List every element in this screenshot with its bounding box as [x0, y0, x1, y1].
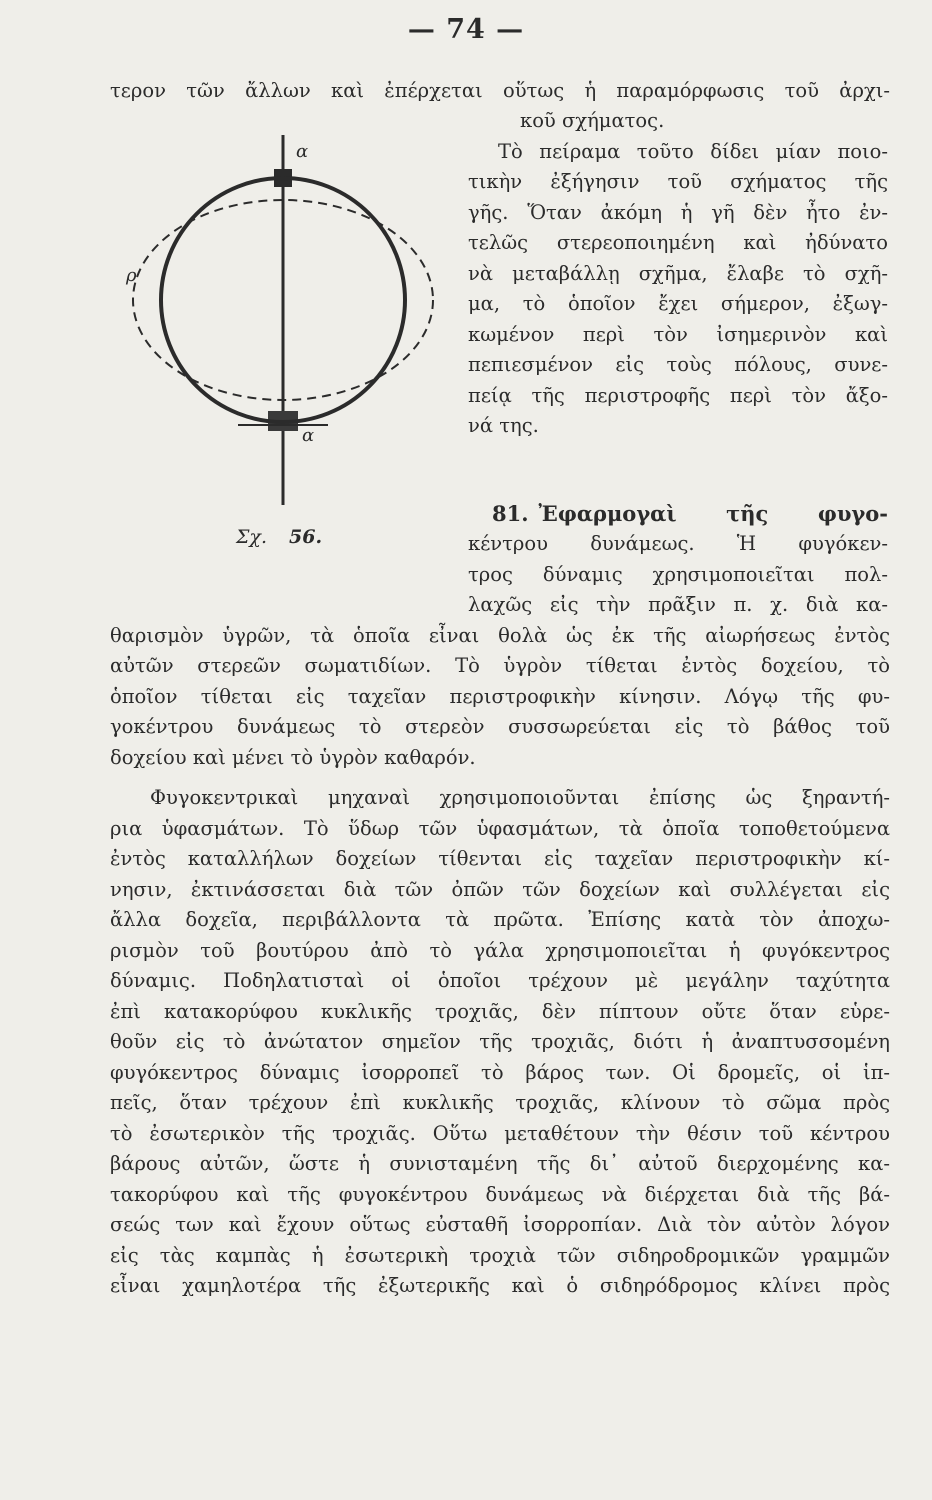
- caption-prefix: Σχ.: [236, 526, 267, 548]
- figure-label-bottom: α: [302, 425, 315, 446]
- section-heading: [492, 500, 888, 528]
- text-line: νά της.: [468, 414, 539, 437]
- text-line: σεώς των καὶ ἔχουν οὕτως εὐσταθῆ ἰσορροπίαν. Διὰ τὸν αὐτὸν λόγον: [110, 1213, 890, 1236]
- text-line: πεῖς, ὅταν τρέχουν ἐπὶ κυκλικῆς τροχιᾶς, κλίνουν τὸ σῶμα πρὸς: [110, 1091, 890, 1114]
- text-line: τρος δύναμις χρησιμοποιεῖται πολ-: [468, 563, 888, 586]
- text-line: πείᾳ τῆς περιστροφῆς περὶ τὸν ἄξο-: [468, 384, 888, 407]
- section-number: 81.: [492, 501, 529, 526]
- text-line: μα, τὸ ὁποῖον ἔχει σήμερον, ἐξωγ-: [468, 292, 888, 315]
- text-line: εἰς τὰς καμπὰς ἡ ἐσωτερικὴ τροχιὰ τῶν σιδηροδρομικῶν γραμμῶν: [110, 1244, 890, 1267]
- figure-caption: [236, 526, 322, 548]
- caption-number: 56.: [289, 526, 323, 548]
- text-line: δοχείου καὶ μένει τὸ ὑγρὸν καθαρόν.: [110, 746, 476, 769]
- figure-label-top: α: [296, 141, 309, 162]
- text-line: τὸ ἐσωτερικὸν τῆς τροχιᾶς. Οὕτω μεταθέτουν τὴν θέσιν τοῦ κέντρου: [110, 1122, 890, 1145]
- section-title: Ἐφαρμογαὶ τῆς φυγο-: [538, 501, 888, 526]
- ring-diagram: [118, 125, 453, 515]
- text-line: φυγόκεντρος δύναμις ἰσορροπεῖ τὸ βάρος των. Οἱ δρομεῖς, οἱ ἱπ-: [110, 1061, 890, 1084]
- text-line: ρισμὸν τοῦ βουτύρου ἀπὸ τὸ γάλα χρησιμοποιεῖται ἡ φυγόκεντρος: [110, 939, 890, 962]
- text-line: ἐπὶ κατακορύφου κυκλικῆς τροχιᾶς, δὲν πίπτουν οὔτε ὅταν εὑρε-: [110, 1000, 890, 1023]
- text-line: εἶναι χαμηλοτέρα τῆς ἐξωτερικῆς καὶ ὁ σιδηρόδρομος κλίνει πρὸς: [110, 1274, 890, 1297]
- text-line: θοῦν εἰς τὸ ἀνώτατον σημεῖον τῆς τροχιᾶς, διότι ἡ ἀναπτυσσομένη: [110, 1030, 890, 1053]
- text-line: δύναμις. Ποδηλατισταὶ οἱ ὁποῖοι τρέχουν μὲ μεγάλην ταχύτητα: [110, 969, 890, 992]
- text-line: βάρους αὐτῶν, ὥστε ἡ συνισταμένη τῆς δι᾽ αὐτοῦ διερχομένης κα-: [110, 1152, 890, 1175]
- text-line: ἄλλα δοχεῖα, περιβάλλοντα τὰ πρῶτα. Ἐπίσης κατὰ τὸν ἀποχω-: [110, 908, 890, 931]
- text-line: ρια ὑφασμάτων. Τὸ ὕδωρ τῶν ὑφασμάτων, τὰ ὁποῖα τοποθετούμενα: [110, 817, 890, 840]
- text-line: γῆς. Ὅταν ἀκόμη ἡ γῆ δὲν ἦτο ἐν-: [468, 201, 888, 224]
- text-line: πεπιεσμένον εἰς τοὺς πόλους, συνε-: [468, 353, 888, 376]
- text-line: κέντρου δυνάμεως. Ἡ φυγόκεν-: [468, 532, 888, 555]
- text-line: τικὴν ἐξήγησιν τοῦ σχήματος τῆς: [468, 170, 888, 193]
- text-line: νὰ μεταβάλλῃ σχῆμα, ἔλαβε τὸ σχῆ-: [468, 262, 888, 285]
- text-line: κοῦ σχήματος.: [520, 109, 665, 132]
- text-line: τακορύφου καὶ τῆς φυγοκέντρου δυνάμεως νὰ διέρχεται διὰ τῆς βά-: [110, 1183, 890, 1206]
- page-number: — 74 —: [407, 14, 525, 45]
- text-line: τερον τῶν ἄλλων καὶ ἐπέρχεται οὕτως ἡ παραμόρφωσις τοῦ ἀρχι-: [110, 79, 890, 102]
- figure-label-left: ρ: [126, 265, 137, 286]
- text-line: νησιν, ἐκτινάσσεται διὰ τῶν ὀπῶν τῶν δοχείων καὶ συλλέγεται εἰς: [110, 878, 890, 901]
- figure-rotating-ring: [118, 125, 453, 515]
- text-line: Τὸ πείραμα τοῦτο δίδει μίαν ποιο-: [498, 140, 888, 163]
- text-line: λαχῶς εἰς τὴν πρᾶξιν π. χ. διὰ κα-: [468, 593, 888, 616]
- text-line: Φυγοκεντρικαὶ μηχαναὶ χρησιμοποιοῦνται ἐπίσης ὡς ξηραντή-: [150, 786, 890, 809]
- text-line: κωμένον περὶ τὸν ἰσημερινὸν καὶ: [468, 323, 888, 346]
- text-line: τελῶς στερεοποιημένη καὶ ἠδύνατο: [468, 231, 888, 254]
- text-line: ὁποῖον τίθεται εἰς ταχεῖαν περιστροφικὴν κίνησιν. Λόγῳ τῆς φυ-: [110, 685, 890, 708]
- text-line: γοκέντρου δυνάμεως τὸ στερεὸν συσσωρεύεται εἰς τὸ βάθος τοῦ: [110, 715, 890, 738]
- text-line: θαρισμὸν ὑγρῶν, τὰ ὁποῖα εἶναι θολὰ ὡς ἐκ τῆς αἰωρήσεως ἐντὸς: [110, 624, 890, 647]
- text-line: ἐντὸς καταλλήλων δοχείων τίθενται εἰς ταχεῖαν περιστροφικὴν κί-: [110, 847, 890, 870]
- text-line: αὐτῶν στερεῶν σωματιδίων. Τὸ ὑγρὸν τίθεται ἐντὸς δοχείου, τὸ: [110, 654, 890, 677]
